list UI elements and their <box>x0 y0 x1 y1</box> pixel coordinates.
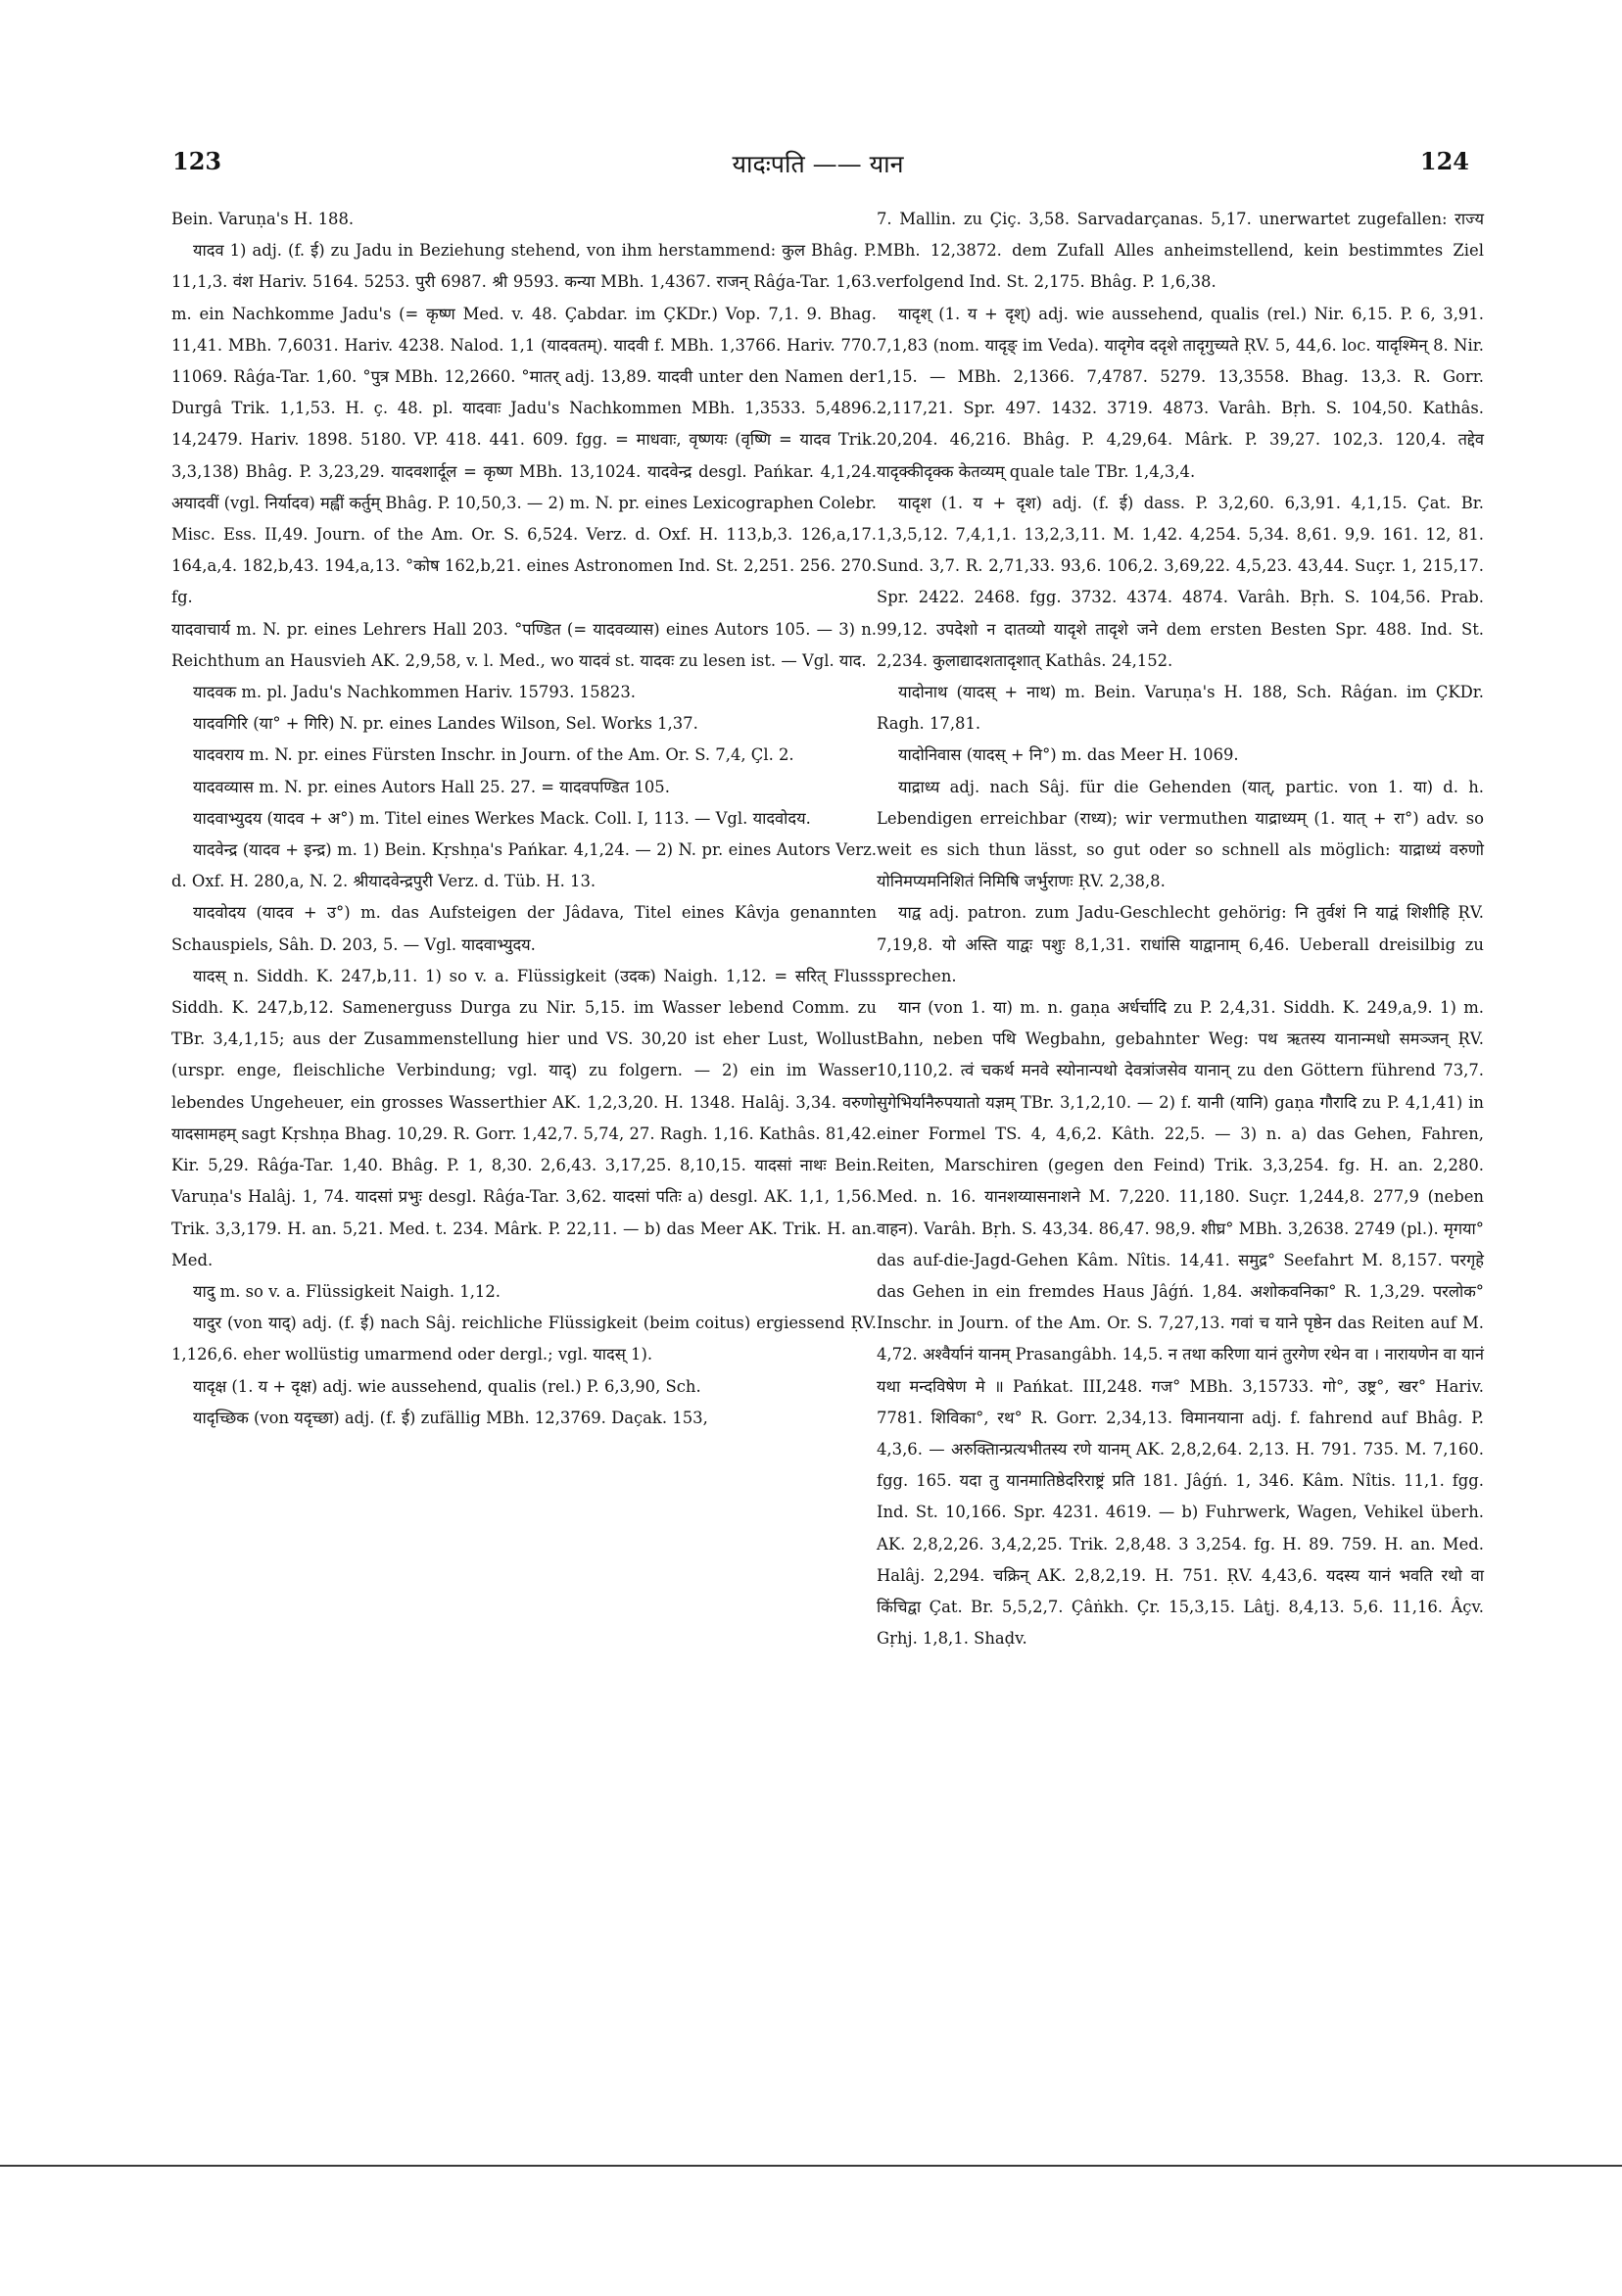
page-number-right: 124 <box>1419 147 1469 175</box>
entry-yadavaka: यादवक m. pl. Jadu's Nachkommen Hariv. 15793. 15823. <box>193 683 636 702</box>
entry-yadva: याद्व adj. patron. zum Jadu-Geschlecht gehörig: नि तुर्वशं नि याद्वं शिशीहि ṚV. 7,19,8. यो अस्ति याद्वः पशुः 8,1,31. राधांसि याद्वानाम् 6,46. Ueberall dreisilbig zu sprechen. <box>877 903 1484 985</box>
entry-yadavacarya: यादवाचार्य m. N. pr. eines Lehrers Hall 203. °पण्डित (= यादवव्यास) eines Autors 105. — 3) n. Reichthum an Hausvieh AK. 2,9,58, v. l. Med., wo यादवं st. यादवः zu lesen ist. — Vgl. याद. <box>171 619 877 670</box>
entry-yadava: यादव 1) adj. (f. ई) zu Jadu in Beziehung stehend, von ihm herstammend: कुल Bhâg. P. 11,1,3. वंश Hariv. 5164. 5253. पुरी 6987. श्री 9593. कन्या MBh. 1,4367. राजन् Râǵa-Tar. 1,63. m. ein Nachkomme Jadu's (= कृष्ण Med. v. 48. Çabdar. im ÇKDr.) Vop. 7,1. 9. Bhag. 11,41. MBh. 7,6031. Hariv. 4238. Nalod. 1,1 (यादवतम्). यादवी f. MBh. 1,3766. Hariv. 770. 11069. Râǵa-Tar. 1,60. °पुत्र MBh. 12,2660. °मातर् adj. 13,89. यादवी unter den Namen der Durgâ Trik. 1,1,53. H. ç. 48. pl. यादवाः Jadu's Nachkommen MBh. 1,3533. 5,4896. 14,2479. Hariv. 1898. 5180. VP. 418. 441. 609. fgg. = माधवाः, वृष्णयः (वृष्णि = यादव Trik. 3,3,138) Bhâg. P. 3,23,29. यादवशार्दूल = कृष्ण MBh. 13,1024. यादवेन्द्र desgl. Pańkar. 4,1,24. अयादवीं (vgl. निर्यादव) मह्वीं कर्तुम् Bhâg. P. 10,50,3. — 2) m. N. pr. eines Lexicographen Colebr. Misc. Ess. II,49. Journ. of the Am. Or. S. 6,524. Verz. d. Oxf. H. 113,b,3. 126,a,17. 164,a,4. 182,b,43. 194,a,13. °कोष 162,b,21. eines Astronomen Ind. St. 2,251. 256. 270. fg. <box>171 241 877 607</box>
entry-yadavagiri: यादवगिरि (या° + गिरि) N. pr. eines Landes Wilson, Sel. Works 1,37. <box>193 714 698 734</box>
entry-yadavendra: यादवेन्द्र (यादव + इन्द्र) m. 1) Bein. Kṛshṇa's Pańkar. 4,1,24. — 2) N. pr. eines Autors Verz. d. Oxf. H. 280,a, N. 2. श्रीयादवेन्द्रपुरी Verz. d. Tüb. H. 13. <box>171 840 877 891</box>
entry-yadrsh: यादृश् (1. य + दृश्) adj. wie aussehend, qualis (rel.) Nir. 6,15. P. 6, 3,91. 7,1,83 (nom. यादृङ् im Veda). यादृगेव ददृशे तादृगुच्यते ṚV. 5, 44,6. loc. यादृश्मिन् 8. Nir. 1,15. — MBh. 2,1366. 7,4787. 5279. 13,3558. Bhag. 13,3. R. Gorr. 2,117,21. Spr. 497. 1432. 3719. 4873. Varâh. Bṛh. S. 104,50. Kathâs. 20,204. 46,216. Bhâg. P. 4,29,64. Mârk. P. 39,27. 102,3. 120,4. तद्देव यादृक्कीदृक्क केतव्यम् quale tale TBr. 1,4,3,4. <box>877 304 1484 481</box>
entry-yadas: यादस् n. Siddh. K. 247,b,11. 1) so v. a. Flüssigkeit (उदक) Naigh. 1,12. = सरित् Fluss Siddh. K. 247,b,12. Samenerguss Durga zu Nir. 5,15. im Wasser lebend Comm. zu TBr. 3,4,1,15; aus der Zusammenstellung hier und VS. 30,20 ist eher Lust, Wollust (urspr. enge, fleischliche Verbindung; vgl. याद्) zu folgern. — 2) ein im Wasser lebendes Ungeheuer, ein grosses Wasserthier AK. 1,2,3,20. H. 1348. Halâj. 3,34. वरुणो यादसामहम् sagt Kṛshṇa Bhag. 10,29. R. Gorr. 1,42,7. 5,74, 27. Ragh. 1,16. Kathâs. 81,42. Kir. 5,29. Râǵa-Tar. 1,40. Bhâg. P. 1, 8,30. 2,6,43. 3,17,25. 8,10,15. यादसां नाथः Bein. Varuṇa's Halâj. 1, 74. यादसां प्रभुः desgl. Râǵa-Tar. 3,62. यादसां पतिः a) desgl. AK. 1,1, 1,56. Trik. 3,3,179. H. an. 5,21. Med. t. 234. Mârk. P. 22,11. — b) das Meer AK. Trik. H. an. Med. <box>171 966 877 1269</box>
right-column <box>877 204 1484 1654</box>
entry-yadrsha: यादृश (1. य + दृश) adj. (f. ई) dass. P. 3,2,60. 6,3,91. 4,1,15. Çat. Br. 1,3,5,12. 7,4,1,1. 13,2,3,11. M. 1,42. 4,254. 5,34. 8,61. 9,9. 161. 12, 81. Sund. 3,7. R. 2,71,33. 93,6. 106,2. 3,69,22. 4,5,23. 43,44. Suçr. 1, 215,17. Spr. 2422. 2468. fgg. 3732. 4374. 4874. Varâh. Bṛh. S. 104,56. Prab. 99,12. उपदेशो न दातव्यो यादृशे तादृशे जने dem ersten Besten Spr. 488. Ind. St. 2,234. कुलाद्यादशतादृशात् Kathâs. 24,152. <box>877 493 1484 670</box>
entry-yadavaraya: यादवराय m. N. pr. eines Fürsten Inschr. in Journ. of the Am. Or. S. 7,4, Çl. 2. <box>193 745 794 765</box>
entry-yadonivasa: यादोनिवास (यादस् + नि°) m. das Meer H. 1069. <box>898 745 1239 765</box>
page-header <box>167 147 1469 186</box>
entry-yadradhya: याद्राध्य adj. nach Sâj. für die Gehenden (यात्, partic. von 1. या) d. h. Lebendigen erreichbar (राध्य); wir vermuthen याद्राध्यम् (1. यात् + रा°) adv. so weit es sich thun lässt, so gut oder so schnell als möglich: याद्राध्यं वरुणो योनिमप्यमनिशितं निमिषि जर्भुराणः ṚV. 2,38,8. <box>877 777 1484 891</box>
entry-yadonatha: यादोनाथ (यादस् + नाथ) m. Bein. Varuṇa's H. 188, Sch. Râǵan. im ÇKDr. Ragh. 17,81. <box>877 683 1484 734</box>
entry-yadrcchika: यादृच्छिक (von यदृच्छा) adj. (f. ई) zufällig MBh. 12,3769. Daçak. 153, <box>193 1408 708 1427</box>
entry-yadavabhyudaya: यादवाभ्युदय (यादव + अ°) m. Titel eines Werkes Mack. Coll. I, 113. — Vgl. यादवोदय. <box>193 808 811 828</box>
entry-yadavavyasa: यादवव्यास m. N. pr. eines Autors Hall 25. 27. = यादवपण्डित 105. <box>193 777 670 796</box>
bottom-rule <box>0 2165 1622 2167</box>
entry-continuation: 7. Mallin. zu Çiç. 3,58. Sarvadarçanas. 5,17. unerwartet zugefallen: राज्य MBh. 12,3872. dem Zufall Alles anheimstellend, kein bestimmtes Ziel verfolgend Ind. St. 2,175. Bhâg. P. 1,6,38. <box>877 210 1484 292</box>
page-number-left: 123 <box>172 147 222 175</box>
entry-yadrksha: यादृक्ष (1. य + दृक्ष) adj. wie aussehend, qualis (rel.) P. 6,3,90, Sch. <box>193 1376 701 1396</box>
left-column <box>171 204 877 1434</box>
entry-yadura: यादुर (von याद्) adj. (f. ई) nach Sâj. reichliche Flüssigkeit (beim coitus) ergiessend ṚV. 1,126,6. eher wollüstig umarmend oder dergl.; vgl. यादस् 1). <box>171 1314 877 1364</box>
running-title: यादःपति —— यान <box>732 150 904 178</box>
entry-yadu: यादु m. so v. a. Flüssigkeit Naigh. 1,12. <box>193 1281 501 1301</box>
entry-yana: यान (von 1. या) m. n. gaṇa अर्धर्चादि zu P. 2,4,31. Siddh. K. 249,a,9. 1) m. Bahn, neben पथि Wegbahn, gebahnter Weg: पथ ऋतस्य यानान्मधो समञ्जन् ṚV. 10,110,2. त्वं चकर्थ मनवे स्योनान्पथो देवत्रांजसेव यानान् zu den Göttern führend 73,7. सुगेभिर्यानैरुपयातो यज्ञम् TBr. 3,1,2,10. — 2) f. यानी (यानि) gaṇa गौरादि zu P. 4,1,41) in einer Formel TS. 4, 4,6,2. Kâth. 22,5. — 3) n. a) das Gehen, Fahren, Reiten, Marschiren (gegen den Feind) Trik. 3,3,254. fg. H. an. 2,280. Med. n. 16. यानशय्यासनाशने M. 7,220. 11,180. Suçr. 1,244,8. 277,9 (neben वाहन). Varâh. Bṛh. S. 43,34. 86,47. 98,9. शीघ्र° MBh. 3,2638. 2749 (pl.). मृगया° das auf-die-Jagd-Gehen Kâm. Nîtis. 14,41. समुद्र° Seefahrt M. 8,157. परगृहे das Gehen in ein fremdes Haus Jâǵń. 1,84. अशोकवनिका° R. 1,3,29. परलोक° Inschr. in Journ. of the Am. Or. S. 7,27,13. गवां च याने पृष्ठेन das Reiten auf M. 4,72. अश्वैर्यानं यानम् Prasangâbh. 14,5. न तथा करिणा यानं तुरगेण रथेन वा । नारायणेन वा यानं यथा मन्दविषेण मे ॥ Pańkat. III,248. गज° MBh. 3,15733. गो°, उष्ट्र°, खर° Hariv. 7781. शिविका°, रथ° R. Gorr. 2,34,13. विमानयाना adj. f. fahrend auf Bhâg. P. 4,3,6. — अरुक्तिान्प्रत्यभीतस्य रणे यानम् AK. 2,8,2,64. 2,13. H. 791. 735. M. 7,160. fgg. 165. यदा तु यानमातिष्ठेदरिराष्ट्रं प्रति 181. Jâǵń. 1, 346. Kâm. Nîtis. 11,1. fgg. Ind. St. 10,166. Spr. 4231. 4619. — b) Fuhrwerk, Wagen, Vehikel überh. AK. 2,8,2,26. 3,4,2,25. Trik. 2,8,48. 3 3,254. fg. H. 89. 759. H. an. Med. Halâj. 2,294. चक्रिन् AK. 2,8,2,19. H. 751. ṚV. 4,43,6. यदस्य यानं भवति रथो वा किंचिद्वा Çat. Br. 5,5,2,7. Çâṅkh. Çr. 15,3,15. Lâṭj. 8,4,13. 5,6. 11,16. Âçv. Gṛhj. 1,8,1. Shaḍv. <box>877 998 1484 1649</box>
entry-continuation: Bein. Varuṇa's H. 188. <box>171 210 355 228</box>
entry-yadavodaya: यादवोदय (यादव + उ°) m. das Aufsteigen der Jâdava, Titel eines Kâvja genannten Schauspiels, Sâh. D. 203, 5. — Vgl. यादवाभ्युदय. <box>171 903 877 954</box>
